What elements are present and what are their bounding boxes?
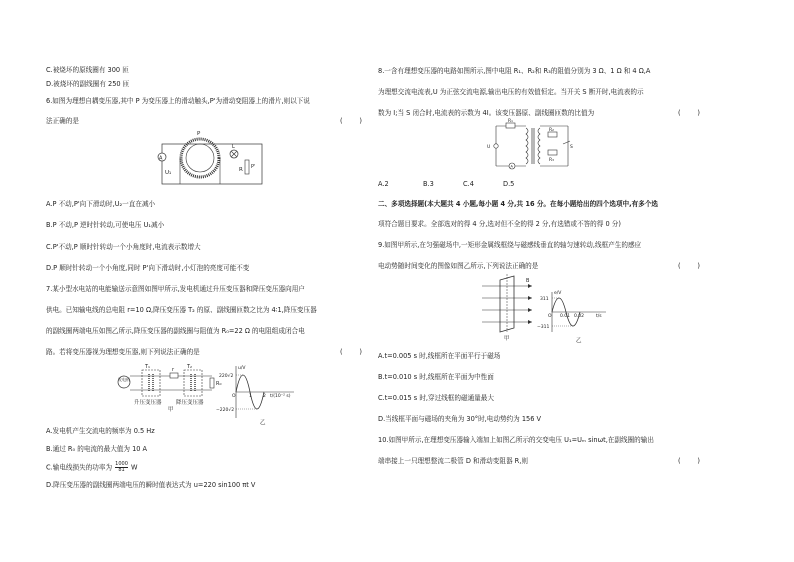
q7-stem-line3: 的副线圈两端电压如图乙所示,降压变压器的副线圈与阻值为 R₀=22 Ω 的电阻组成闭合电 <box>46 327 305 335</box>
q9-fig-b-label: B <box>526 278 530 284</box>
q8-circuit-figure <box>486 120 576 172</box>
q7-fig-t2-label: T₂ <box>187 364 193 370</box>
q6-option-d: D.P 顺时针转动一个小角度,同时 P'向下滑动时,小灯泡的亮度可能不变 <box>46 264 250 272</box>
q6-option-b: B.P 不动,P 逆时针转动,可使电压 U₁减小 <box>46 221 165 229</box>
q7-option-a: A.发电机产生交流电的频率为 0.5 Hz <box>46 427 155 435</box>
q9-graph-origin-label: O <box>548 314 552 319</box>
q8-fig-s-label: S <box>570 145 573 150</box>
q8-fig-r2-label: R₂ <box>549 128 554 133</box>
q9-option-a: A.t=0.005 s 时,线框所在平面平行于磁场 <box>378 352 501 360</box>
q7-graph-max-label: 220√2 <box>219 374 234 379</box>
q9-graph-e-axis-label: e/V <box>554 291 562 296</box>
q7-fig-r0-label: R₀ <box>216 381 222 387</box>
q7-option-c-numerator: 1000 <box>115 461 128 467</box>
q7-option-c-unit: W <box>131 463 138 472</box>
q9-option-b: B.t=0.010 s 时,线框所在平面为中性面 <box>378 373 494 381</box>
q5-option-d: D.被烧坏的副线圈有 250 匝 <box>46 80 130 88</box>
q7-stem-line1: 7.某小型水电站的电能输送示意图如图甲所示,发电机通过升压变压器和降压变压器向用户 <box>46 285 305 293</box>
q8-answer-paren: ( ) <box>678 109 700 117</box>
q7-fig-generator-label: 发电机 <box>118 377 130 382</box>
q8-option-d: D.5 <box>503 180 515 188</box>
q9-stem-line2: 电动势随时间变化的图像如图乙所示,下列说法正确的是 <box>378 262 539 270</box>
section2-heading-line2: 项符合题目要求。全部选对的得 4 分,选对但不全的得 2 分,有选错或不答的得 0 分) <box>378 220 621 228</box>
q8-fig-a-label: A <box>510 164 513 169</box>
q8-option-b: B.3 <box>423 180 434 188</box>
q6-answer-paren: ( ) <box>340 117 362 125</box>
q7-option-d: D.降压变压器的副线圈两端电压的瞬时值表达式为 u=220 sin100 πt V <box>46 481 256 489</box>
q6-fig-lamp-label: L <box>232 144 235 150</box>
q6-fig-pp-label: P' <box>251 164 256 170</box>
q7-stem-line4: 路。若将变压器视为理想变压器,则下列说法正确的是 <box>46 348 200 356</box>
q9-answer-paren: ( ) <box>678 262 700 270</box>
q7-option-c-denominator: 81 <box>118 467 125 473</box>
q8-stem-line2: 为理想交流电流表,U 为正弦交流电源,输出电压的有效值恒定。当开关 S 断开时,电流表的示 <box>378 88 644 96</box>
q8-fig-r3-label: R₃ <box>549 158 554 163</box>
q7-fig-t1-label: T₁ <box>145 364 151 370</box>
q7-option-c-fraction <box>115 462 128 473</box>
q7-graph-min-label: −220√2 <box>216 408 235 413</box>
q10-answer-paren: ( ) <box>678 457 700 465</box>
q7-graph-origin-label: O <box>232 394 236 399</box>
q9-graph-t2-label: 0.02 <box>574 314 585 319</box>
q9-option-c: C.t=0.015 s 时,穿过线框的磁通量最大 <box>378 394 494 402</box>
q7-graph-t2-label: 2 <box>263 394 266 399</box>
section2-heading-line1: 二、多项选择题(本大题共 4 小题,每小题 4 分,共 16 分。在每小题给出的四个选项中,有多个选 <box>378 200 659 208</box>
q7-fig-up-label: 升压变压器 <box>134 400 162 406</box>
q7-transmission-figure <box>116 362 226 412</box>
q6-option-c: C.P'不动,P 顺时针转动一个小角度时,电流表示数增大 <box>46 243 201 251</box>
q7-graph-u-axis-label: u/V <box>238 366 246 371</box>
q9-graph-t-axis-label: t/s <box>596 314 602 319</box>
q8-fig-r1-label: R₁ <box>508 119 513 124</box>
q10-stem-line2: 端串接上一只理想整流二极管 D 和滑动变阻器 R,则 <box>378 457 528 465</box>
q6-option-a: A.P 不动,P'向下滑动时,U₂一直在减小 <box>46 200 156 208</box>
q7-fig-r-label: r <box>172 367 175 373</box>
q9-emf-graph <box>537 290 610 345</box>
q6-fig-ammeter-label: A <box>159 155 163 162</box>
q9-fig-jia-label: 甲 <box>504 336 510 342</box>
q6-fig-p-label: P <box>197 131 201 137</box>
q7-answer-paren: ( ) <box>340 348 362 356</box>
q7-fig-jia-label: 甲 <box>168 407 174 413</box>
q10-stem-line1: 10.如图甲所示,在理想变压器输入端加上如图乙所示的交变电压 U₁=Uₘ sinωt,在副线圈的输出 <box>378 436 654 444</box>
q7-graph-t1-label: 1 <box>249 394 252 399</box>
q9-option-d: D.当线框平面与磁场的夹角为 30°时,电动势约为 156 V <box>378 415 542 423</box>
q9-stem-line1: 9.如图甲所示,在匀强磁场中,一矩形金属线框绕与磁感线垂直的轴匀速转动,线框产生的感应 <box>378 241 642 249</box>
q7-option-b: B.通过 R₀ 的电流的最大值为 10 A <box>46 445 148 453</box>
q7-graph-t-axis-label: t/(10⁻² s) <box>270 394 291 399</box>
q7-stem-line2: 供电。已知输电线的总电阻 r=10 Ω,降压变压器 T₂ 的原、副线圈匝数之比为 4∶1,降压变压器 <box>46 306 317 314</box>
q6-fig-r-label: R <box>239 167 243 173</box>
q8-option-a: A.2 <box>378 180 389 188</box>
q7-graph-yi-label: 乙 <box>260 420 266 426</box>
q9-graph-min-label: −311 <box>537 325 550 330</box>
q5-option-c: C.被烧坏的原线圈有 300 匝 <box>46 66 129 74</box>
q6-fig-u1-label: U₁ <box>165 170 172 176</box>
q9-graph-max-label: 311 <box>540 297 549 302</box>
q9-coil-in-field-figure <box>478 272 536 342</box>
q7-option-c <box>46 462 138 473</box>
q7-option-c-text: C.输电线损失的功率为 <box>46 463 113 472</box>
q6-stem-line2: 法正确的是 <box>46 117 79 125</box>
q8-stem-line1: 8.一含有理想变压器的电路如图所示,图中电阻 R₁、R₂和 R₃的阻值分别为 3 Ω、1 Ω 和 4 Ω,A <box>378 67 651 75</box>
q8-stem-line3: 数为 I;当 S 闭合时,电流表的示数为 4I。该变压器原、副线圈匝数的比值为 <box>378 109 595 117</box>
q6-stem-line1: 6.如图为理想自耦变压器,其中 P 为变压器上的滑动触头,P'为滑动变阻器上的滑片,则以下说 <box>46 97 310 105</box>
q7-fig-down-label: 降压变压器 <box>176 400 204 406</box>
q8-fig-u-label: U <box>487 145 491 150</box>
q9-graph-yi-label: 乙 <box>576 338 582 344</box>
q6-autotransformer-figure <box>150 128 280 190</box>
q8-option-c: C.4 <box>463 180 474 188</box>
q9-graph-t1-label: 0.01 <box>560 314 571 319</box>
